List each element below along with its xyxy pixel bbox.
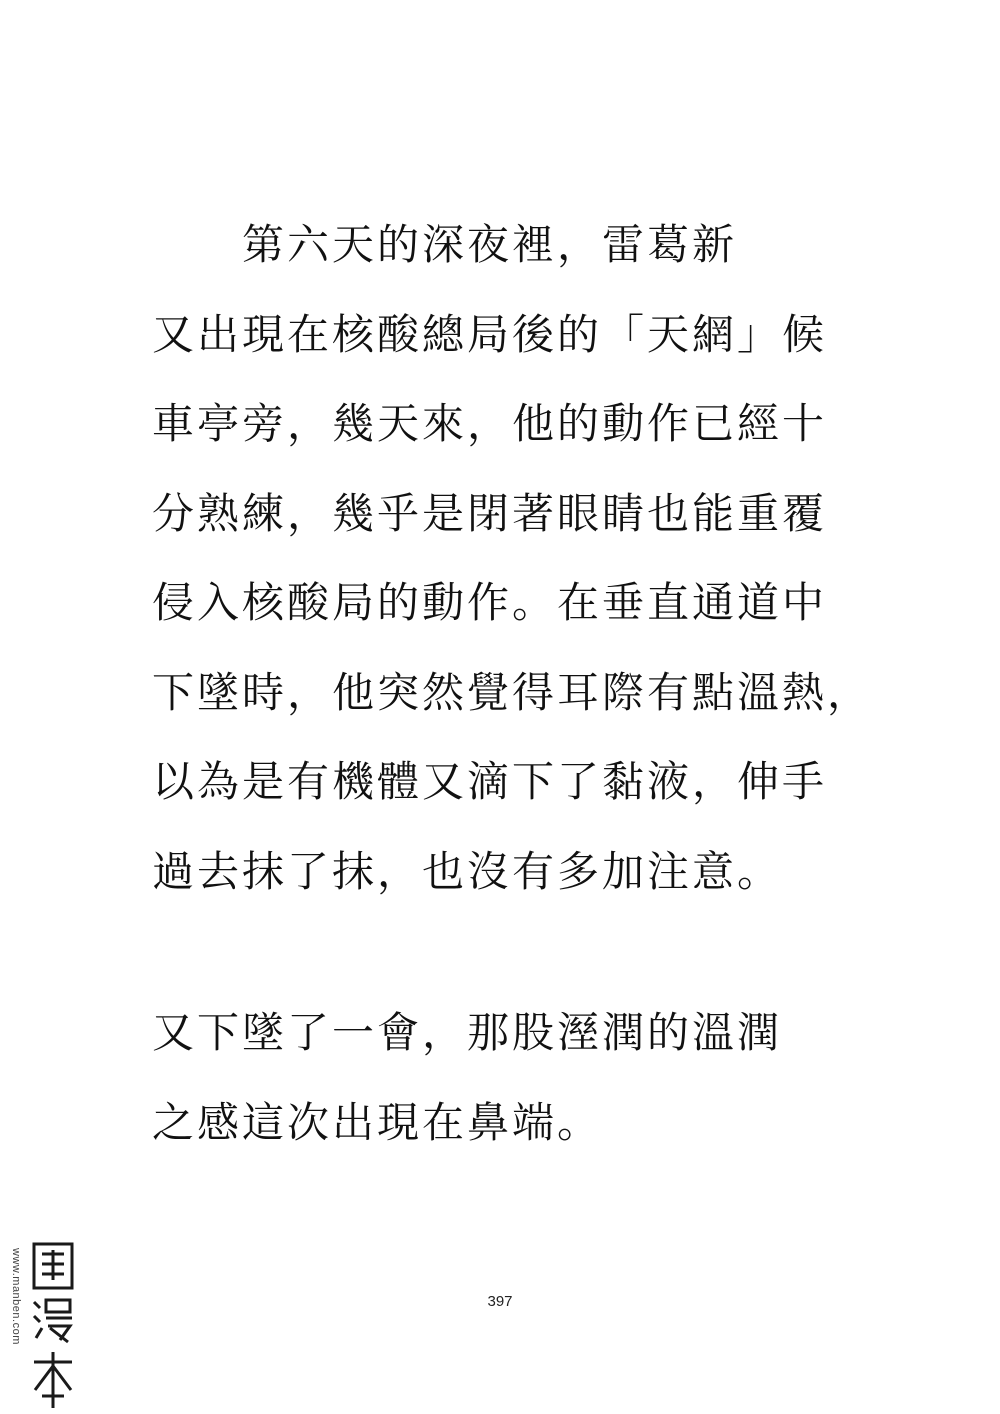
text-line: 車亭旁，幾天來，他的動作已經十: [152, 399, 828, 448]
paragraph-1: [152, 200, 872, 916]
text-line: 又下墜了一會，那股溼潤的溫潤: [152, 1008, 783, 1057]
text-line: 分熟練，幾乎是閉著眼睛也能重覆: [152, 488, 828, 538]
paragraph-2: [152, 988, 872, 1167]
text-line: 又出現在核酸總局後的「天網」候: [152, 309, 828, 359]
text-line: 過去抹了抹，也沒有多加注意。: [152, 846, 783, 896]
text-line: 第六天的深夜裡，雷葛新: [152, 220, 738, 269]
watermark-url: www.manben.com: [10, 1248, 22, 1345]
text-line: 之感這次出現在鼻端。: [152, 1097, 603, 1147]
page-number: 397: [487, 1293, 513, 1310]
paragraph-gap: [152, 916, 872, 988]
text-line: 侵入核酸局的動作。在垂直通道中: [152, 578, 828, 627]
body-text: [152, 200, 872, 1167]
text-line: 下墜時，他突然覺得耳際有點溫熱，: [152, 667, 873, 717]
text-line: 以為是有機體又滴下了黏液，伸手: [152, 757, 828, 806]
